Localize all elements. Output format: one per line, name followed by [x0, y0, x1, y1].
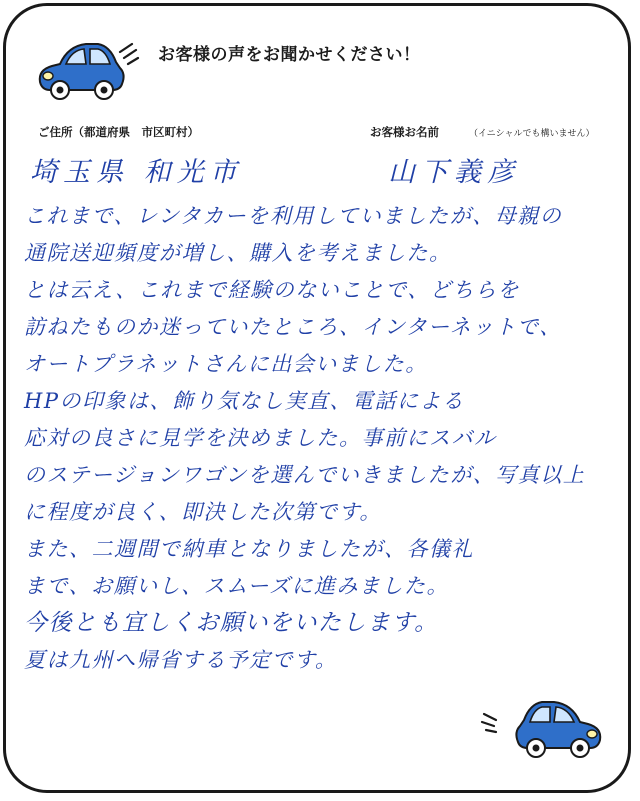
car-icon	[34, 34, 154, 110]
comment-body	[24, 198, 624, 679]
comment-line: のステージョンワゴンを選んでいきましたが、写真以上	[24, 463, 586, 487]
name-value: 山下義彦	[388, 157, 520, 188]
name-label: お客様お名前	[370, 125, 439, 139]
comment-line: これまで、レンタカーを利用していましたが、母親の	[24, 204, 563, 228]
comment-line: に程度が良く、即決した次第です。	[24, 500, 382, 524]
comment-line: 応対の良さに見学を決めました。事前にスバル	[24, 426, 497, 450]
comment-line: とは云え、これまで経験のないことで、どちらを	[24, 278, 520, 302]
comment-line: 今後とも宜しくお願いをいたします。	[24, 610, 439, 636]
comment-line: また、二週間で納車となりましたが、各儀礼	[24, 537, 474, 561]
comment-line: 夏は九州へ帰省する予定です。	[24, 648, 338, 672]
address-value: 埼玉県 和光市	[30, 157, 243, 188]
comment-line: HPの印象は、飾り気なし実直、電話による	[24, 389, 465, 413]
page-title: お客様の声をお聞かせください！	[158, 45, 421, 65]
comment-line: 通院送迎頻度が増し、購入を考えました。	[24, 241, 452, 265]
name-note: （イニシャルでも構いません）	[469, 129, 595, 139]
address-label: ご住所（都道府県 市区町村）	[38, 125, 199, 139]
comment-line: オートプラネットさんに出会いました。	[24, 352, 428, 376]
car-icon	[480, 692, 610, 768]
comment-line: 訪ねたものか迷っていたところ、インターネットで、	[24, 315, 562, 339]
comment-line: まで、お願いし、スムーズに進みました。	[24, 574, 449, 598]
